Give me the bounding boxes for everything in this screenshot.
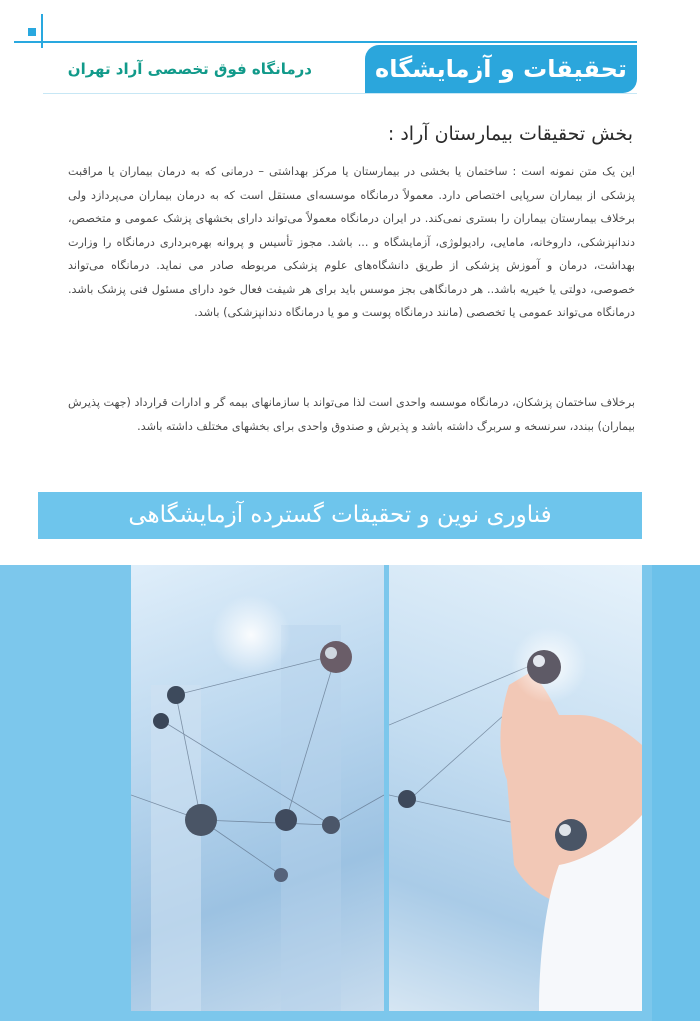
molecule-photo-left [131, 565, 384, 1011]
page-subtitle: درمانگاه فوق تخصصی آراد تهران [67, 60, 312, 78]
hand-photo-right [389, 565, 642, 1011]
header-divider [43, 93, 637, 94]
header-rule [43, 41, 637, 43]
corner-square-ornament [28, 28, 36, 36]
article-paragraph-1: این یک متن نمونه است : ساختمان یا بخشی در بیمارستان یا مرکز بهداشتی – درمانی که به درمان بیماران یا مراقبت پزشکی از بیماران سرپایی اختصاص دارد. معمولاً درمانگاه موسسه‌ای مستقل است که به درمان بیماران می‌پردازد ولی برخلاف بیمارستان بیماران را بستری نمی‌کند. در ایران درمانگاه معمولاً می‌تواند دارای بخشهای پزشک عمومی و متخصص، دندانپزشکی، داروخانه، مامایی، رادیولوژی، آزمایشگاه و ... باشد. مجوز تأسیس و پروانه بهره‌برداری درمانگاه را وزارت بهداشت، درمان و آموزش پزشکی از طریق دانشگاه‌های علوم پزشکی مربوطه صادر می نماید. درمانگاه می‌تواند خصوصی، دولتی یا خیریه باشد.. هر درمانگاهی بجز موسس باید برای هر شیفت فعال خود دارای مسئول فنی پزشک باشد. درمانگاه می‌تواند عمومی یا تخصصی (مانند درمانگاه پوست و مو یا درمانگاه دندانپزشکی) باشد. [68, 165, 635, 319]
page-title: تحقیقات و آزمایشگاه [365, 45, 637, 93]
article-paragraph-2: برخلاف ساختمان پزشکان، درمانگاه موسسه واحدی است لذا می‌تواند با سازمانهای بیمه گر و ادارات قرارداد (جهت پذیرش بیماران) ببندد، سرنسخه و سربرگ داشته باشد و پذیرش و صندوق واحدی برای بخشهای مختلف داشته باشد. [68, 396, 635, 433]
section-heading: بخش تحقیقات بیمارستان آراد : [387, 123, 633, 145]
photo-band-right-strip [652, 565, 700, 1021]
section-banner: فناوری نوین و تحقیقات گسترده آزمایشگاهی [38, 492, 642, 539]
